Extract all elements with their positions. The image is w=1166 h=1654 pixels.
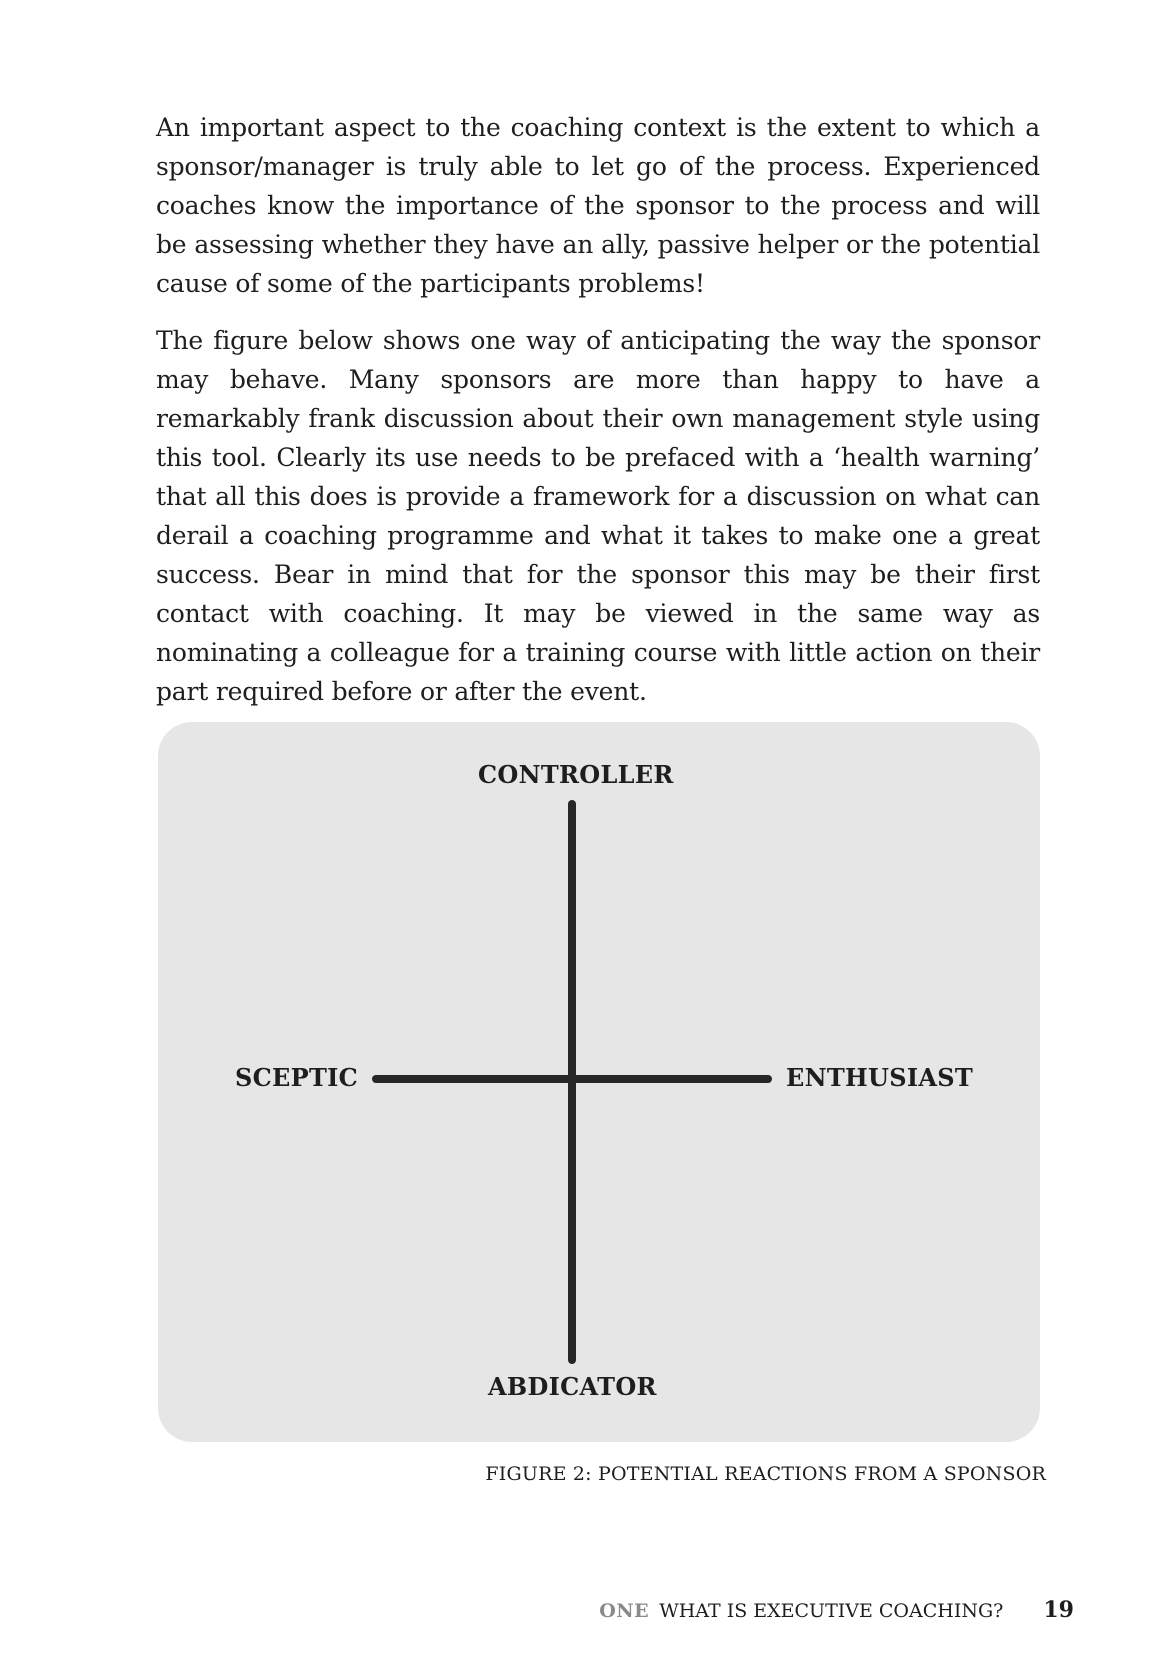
page-number: 19 [1043, 1597, 1074, 1623]
footer-chapter-number: ONE [599, 1600, 650, 1622]
horizontal-axis-line [372, 1075, 772, 1083]
body-paragraph-2: The figure below shows one way of anticipating the way the sponsor may behave. Many sponsors are more than happy to have a remarkably frank discussion about their own management style using this tool. Clearly its use needs to be prefaced with a ‘health warning’ that all this does is provide a framework for a discussion on what can derail a coaching programme and what it takes to make one a great success. Bear in mind that for the sponsor this may be their first contact with coaching. It may be viewed in the same way as nominating a colleague for a training course with little action on their part required before or after the event. [156, 326, 1040, 706]
figure-caption: FIGURE 2: POTENTIAL REACTIONS FROM A SPONSOR [485, 1463, 1046, 1485]
page-footer [599, 1597, 1074, 1623]
axis-label-enthusiast: ENTHUSIAST [786, 1063, 974, 1092]
body-paragraph-1: An important aspect to the coaching context is the extent to which a sponsor/manager is truly able to let go of the process. Experienced coaches know the importance of the sponsor to the process and will be assessing whether they have an ally, passive helper or the potential cause of some of the participants problems! [156, 113, 1040, 298]
axis-label-controller: CONTROLLER [478, 760, 674, 789]
axis-label-sceptic: SCEPTIC [235, 1063, 359, 1092]
axis-label-abdicator: ABDICATOR [488, 1372, 657, 1401]
footer-chapter-title: WHAT IS EXECUTIVE COACHING? [659, 1600, 1004, 1622]
